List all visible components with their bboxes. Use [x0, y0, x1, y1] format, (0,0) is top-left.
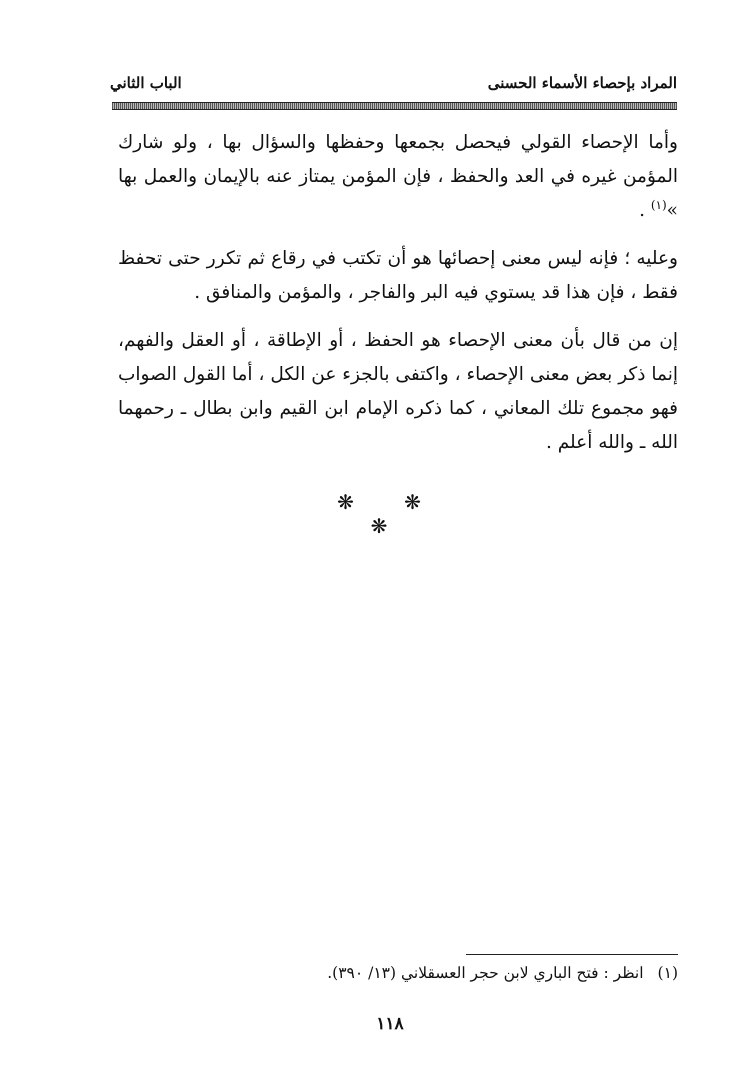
paragraph-1: [118, 126, 678, 228]
paragraph-3: إن من قال بأن معنى الإحصاء هو الحفظ ، أو الإطاقة ، أو العقل والفهم، إنما ذكر بعض معنى الإحصاء ، واكتفى بالجزء عن الكل ، أما القول الصواب فهو مجموع تلك المعاني ، كما ذكره الإمام ابن القيم وابن بطال ـ رحمهما الله ـ والله أعلم .: [118, 330, 678, 453]
paragraph-1-end: .: [639, 200, 651, 221]
footnote: [200, 960, 678, 986]
page-number: ١١٨: [376, 1014, 404, 1034]
footnote-rule: [466, 954, 678, 955]
header-rule: [112, 102, 677, 110]
book-title: المراد بإحصاء الأسماء الحسنى: [487, 74, 677, 92]
section-separator: ❋ ❋ ❋: [337, 490, 443, 538]
footnote-marker[interactable]: (١): [650, 197, 667, 212]
running-header: [110, 74, 677, 100]
paragraph-2: وعليه ؛ فإنه ليس معنى إحصائها هو أن تكتب في رقاع ثم تكرر حتى تحفظ فقط ، فإن هذا قد يستوي فيه البر والفاجر ، والمؤمن والمنافق .: [118, 248, 678, 303]
footnote-number: (١): [657, 964, 678, 982]
main-text: [118, 126, 678, 474]
footnote-text: انظر : فتح الباري لابن حجر العسقلاني (١٣/ ٣٩٠).: [327, 964, 644, 982]
chapter-title: الباب الثاني: [110, 74, 182, 92]
paragraph-1-text: وأما الإحصاء القولي فيحصل بجمعها وحفظها والسؤال بها ، ولو شارك المؤمن غيره في العد والحفظ ، فإن المؤمن يمتاز عنه بالإيمان والعمل بها »: [118, 132, 678, 221]
